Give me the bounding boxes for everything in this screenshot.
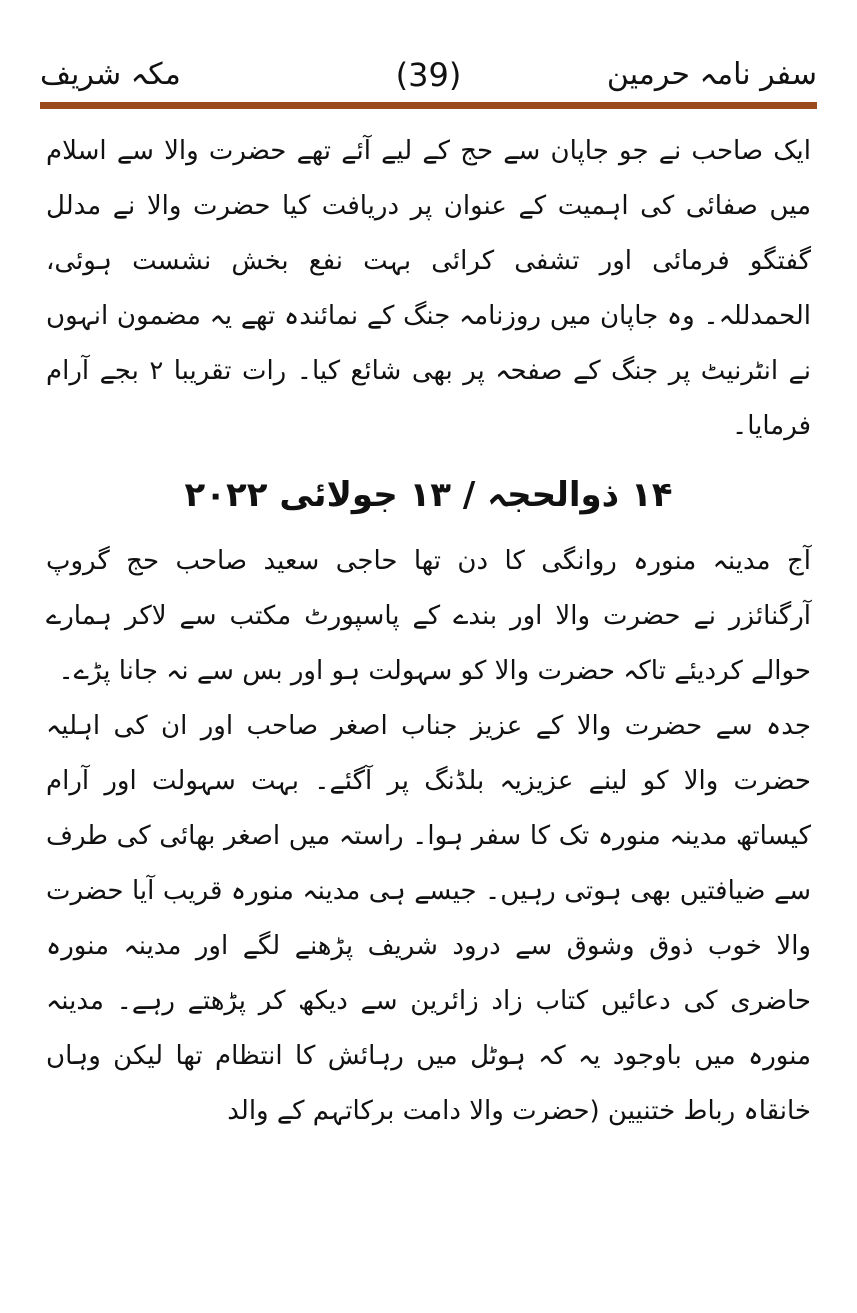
page-number: (39) [395,56,462,94]
paragraph-2: آج مدینہ منورہ روانگی کا دن تھا حاجی سعید صاحب حج گروپ آرگنائزر نے حضرت والا اور بندے کے پاسپورٹ مکتب سے لاکر ہمارے حوالے کردیئے تاکہ حضرت والا کو سہولت ہو اور بس سے نہ جانا پڑے۔ [46,546,811,686]
paragraph-3: جدہ سے حضرت والا کے عزیز جناب اصغر صاحب اور ان کی اہلیہ حضرت والا کو لینے عزیزیہ بلڈنگ پر آگئے۔ بہت سہولت اور آرام کیساتھ مدینہ منورہ تک کا سفر ہوا۔ راستہ میں اصغر بھائی کی طرف سے ضیافتیں بھی ہوتی رہیں۔ جیسے ہی مدینہ منورہ قریب آیا حضرت والا خوب ذوق وشوق سے درود شریف پڑھنے لگے اور مدینہ منورہ حاضری کی دعائیں کتاب زاد زائرین سے دیکھ کر پڑھتے رہے۔ مدینہ منورہ میں باوجود یہ کہ ہوٹل میں رہائش کا انتظام تھا لیکن وہاں خانقاہ رباط ختنیین (حضرت والا دامت برکاتہم کے والد [46,711,811,1126]
paragraph-1: ایک صاحب نے جو جاپان سے حج کے لیے آئے تھے حضرت والا سے اسلام میں صفائی کی اہمیت کے عنوان پر دریافت کیا حضرت والا نے مدلل گفتگو فرمائی اور تشفی کرائی بہت نفع بخش نشست ہوئی، الحمدللہ۔ وہ جاپان میں روزنامہ جنگ کے نمائندہ تھے یہ مضمون انہوں نے انٹرنیٹ پر جنگ کے صفحہ پر بھی شائع کیا۔ رات تقریبا ۲ بجے آرام فرمایا۔ [46,136,811,441]
page-body [46,124,811,1139]
date-heading: ۱۴ ذوالحجہ / ۱۳ جولائی ۲۰۲۲ [184,475,673,515]
book-title: سفر نامہ حرمین [606,57,817,92]
page-header [40,52,817,98]
chapter-title: مکہ شریف [40,57,181,92]
header-rule [40,102,817,109]
